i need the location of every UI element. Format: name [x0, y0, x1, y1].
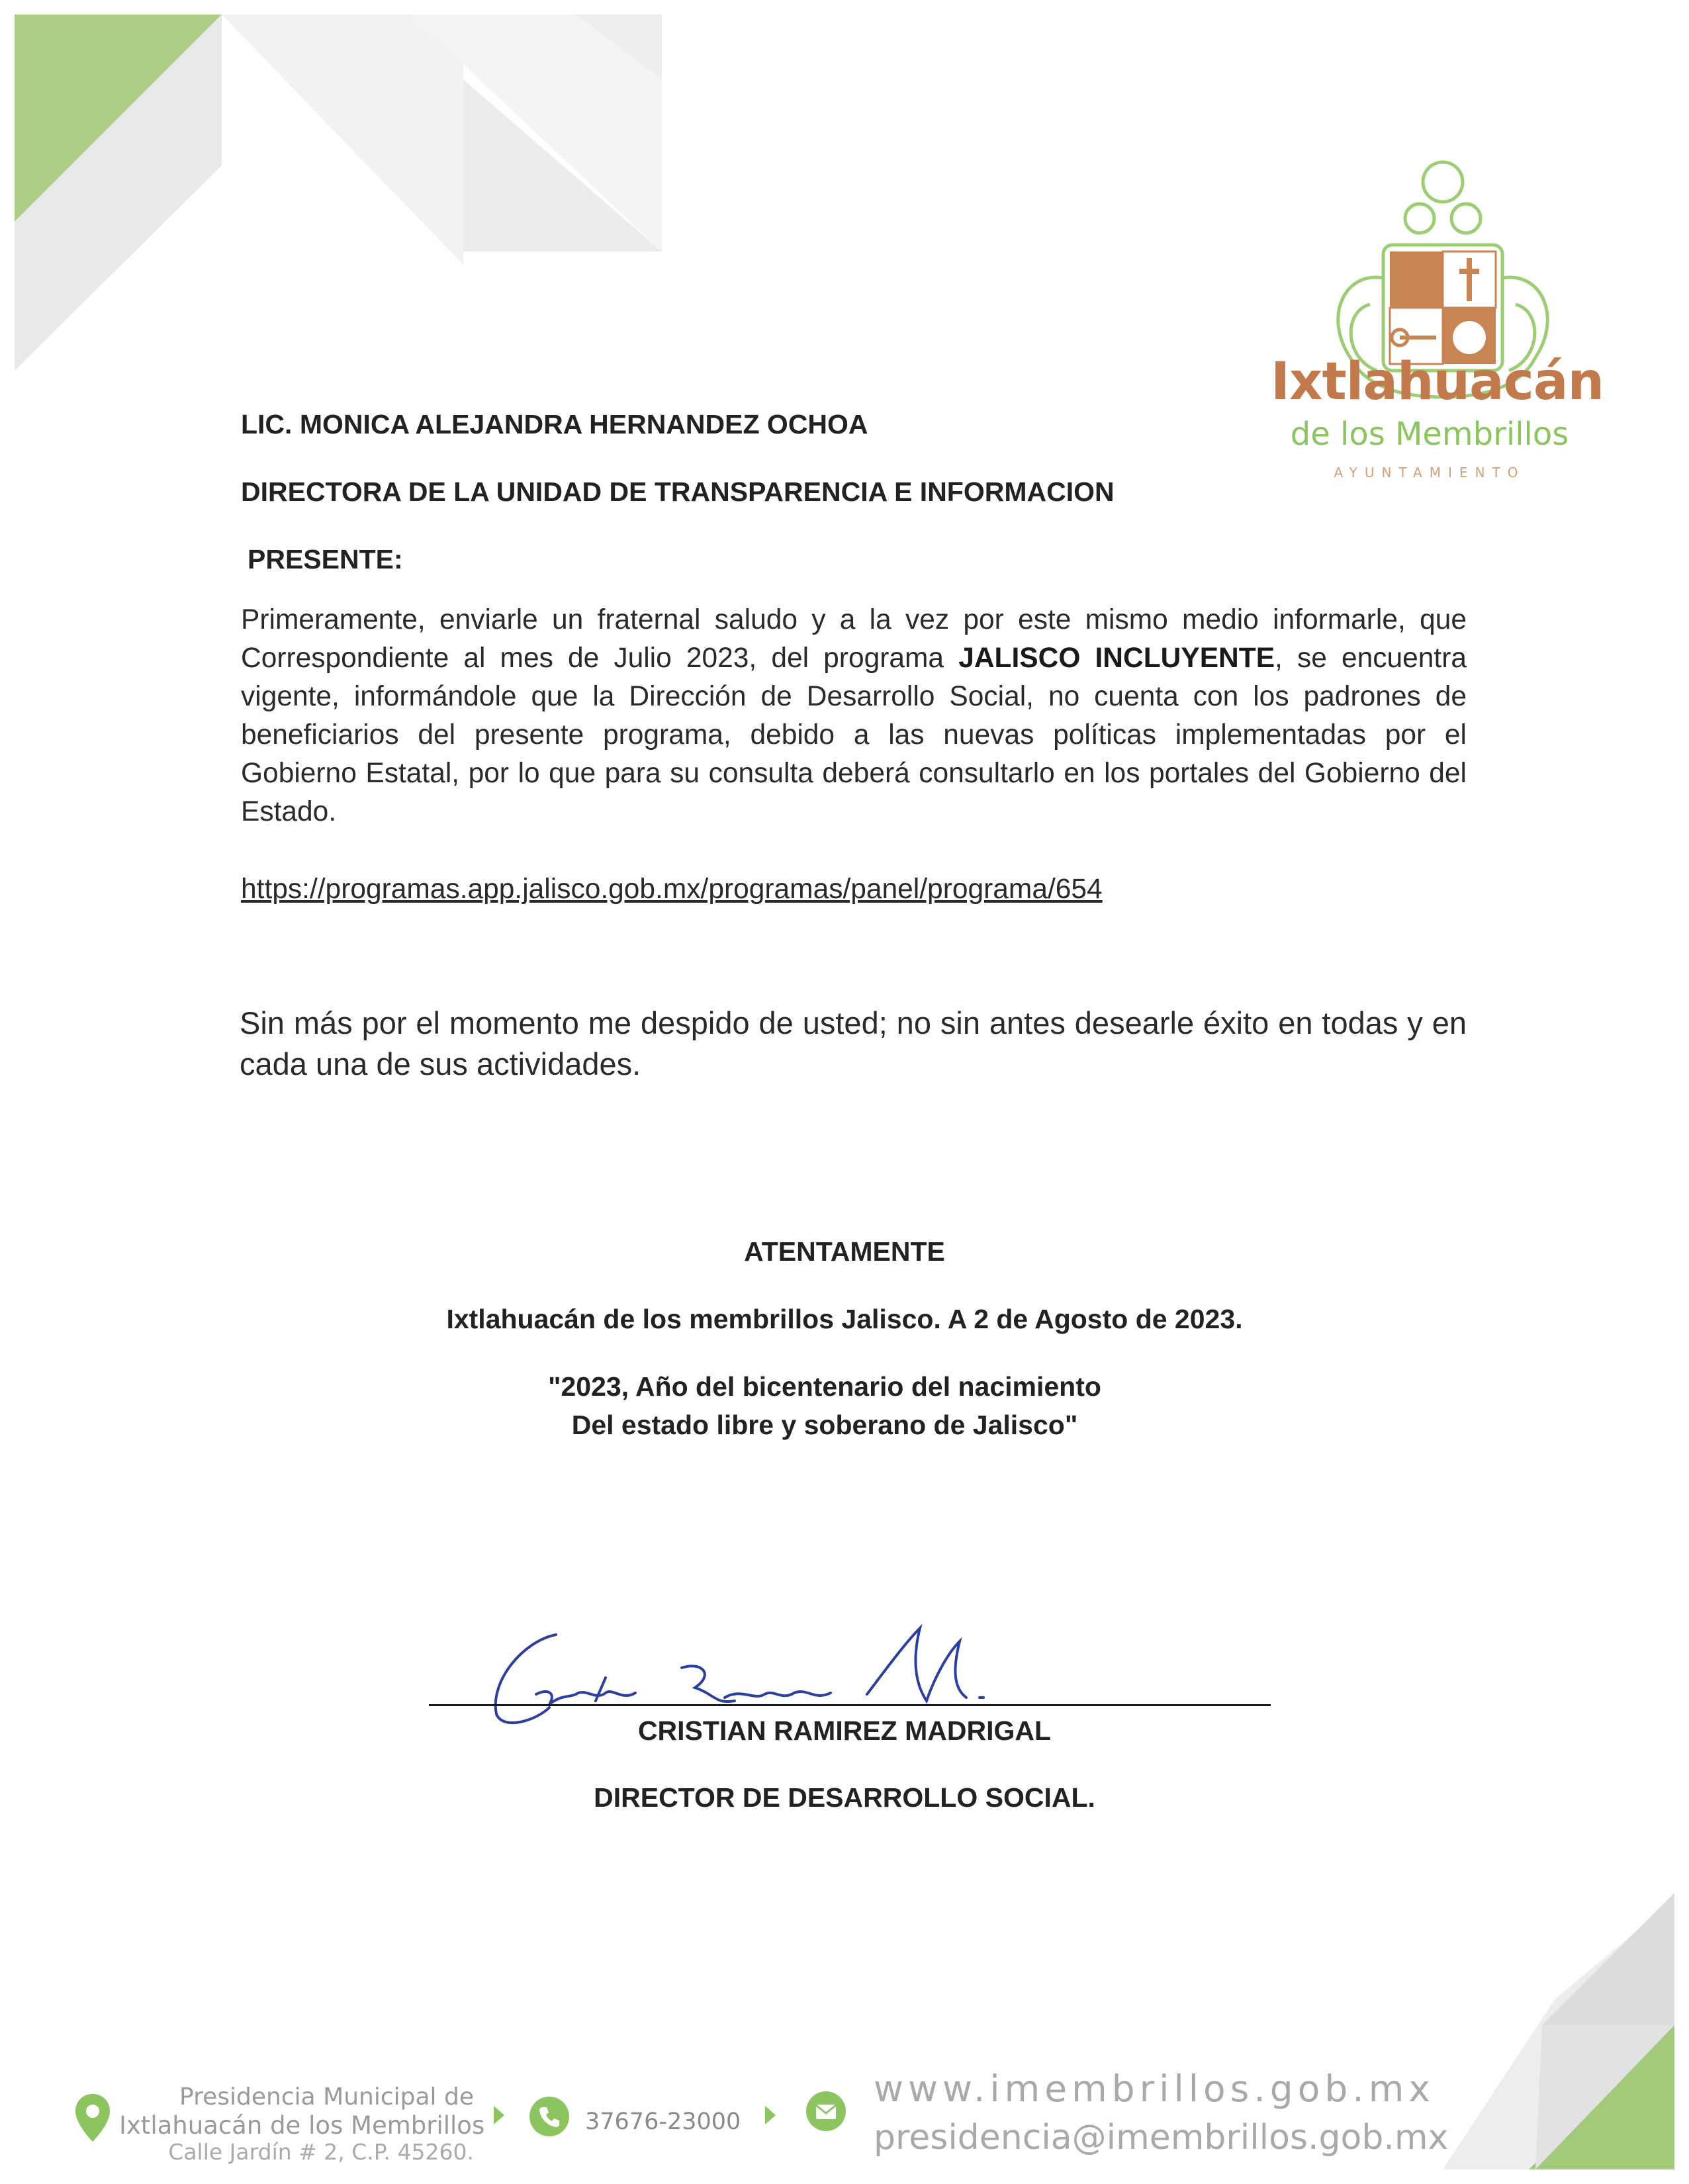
recipient-name: LIC. MONICA ALEJANDRA HERNANDEZ OCHOA [241, 409, 868, 439]
motto-line-1: "2023, Año del bicentenario del nacimiento [548, 1371, 1101, 1402]
place-and-date: Ixtlahuacán de los membrillos Jalisco. A 2 de Agosto de 2023. [446, 1304, 1243, 1334]
salutation: ATENTAMENTE [744, 1236, 945, 1267]
body-text-start: Primeramente, enviarle un fraternal saludo y a la vez por este mismo medio informarle, que Correspondiente al mes de Julio 2023, del programa [241, 604, 1467, 674]
motto-line-2: Del estado libre y soberano de Jalisco" [571, 1410, 1078, 1440]
program-name: JALISCO INCLUYENTE [958, 643, 1275, 674]
location-pin-icon [73, 2091, 113, 2144]
footer-address-line-3: Calle Jardín # 2, C.P. 45260. [168, 2139, 474, 2165]
logo-ayuntamiento-label: AYUNTAMIENTO [1334, 465, 1526, 480]
closing-paragraph: Sin más por el momento me despido de usted; no sin antes desearle éxito en todas y en cada una de sus actividades. [240, 1005, 1467, 1081]
greeting: PRESENTE: [248, 544, 403, 574]
signature-line [429, 1704, 1271, 1706]
recipient-title: DIRECTORA DE LA UNIDAD DE TRANSPARENCIA E INFORMACION [241, 477, 1115, 507]
body-text-end: , se encuentra vigente, informándole que la Dirección de Desarrollo Social, no cuenta con los padrones de beneficiarios del presente programa, debido a las nuevas políticas implementadas por el Gobierno Estatal, por lo que para su consulta deberá consultarlo en los portales del Gobierno del Estado. [241, 643, 1467, 827]
footer-phone: 37676-23000 [585, 2109, 741, 2135]
phone-icon [529, 2097, 569, 2136]
body-paragraph [241, 601, 1467, 831]
program-link[interactable]: https://programas.app.jalisco.gob.mx/programas/panel/programa/654 [241, 874, 1103, 905]
signatory-name: CRISTIAN RAMIREZ MADRIGAL [637, 1715, 1052, 1746]
footer-address-line-1: Presidencia Municipal de [179, 2083, 474, 2111]
separator-arrow-icon-2 [765, 2106, 776, 2124]
email-icon [806, 2091, 846, 2131]
signatory-title: DIRECTOR DE DESARROLLO SOCIAL. [594, 1782, 1095, 1813]
footer-address-line-2: Ixtlahuacán de los Membrillos [119, 2111, 485, 2140]
footer-website[interactable]: www.imembrillos.gob.mx [874, 2068, 1435, 2110]
footer-email[interactable]: presidencia@imembrillos.gob.mx [874, 2118, 1449, 2158]
logo-municipality-name: Ixtlahuacán [1271, 352, 1604, 412]
logo-municipality-subtitle: de los Membrillos [1290, 416, 1569, 453]
separator-arrow-icon [494, 2106, 504, 2124]
